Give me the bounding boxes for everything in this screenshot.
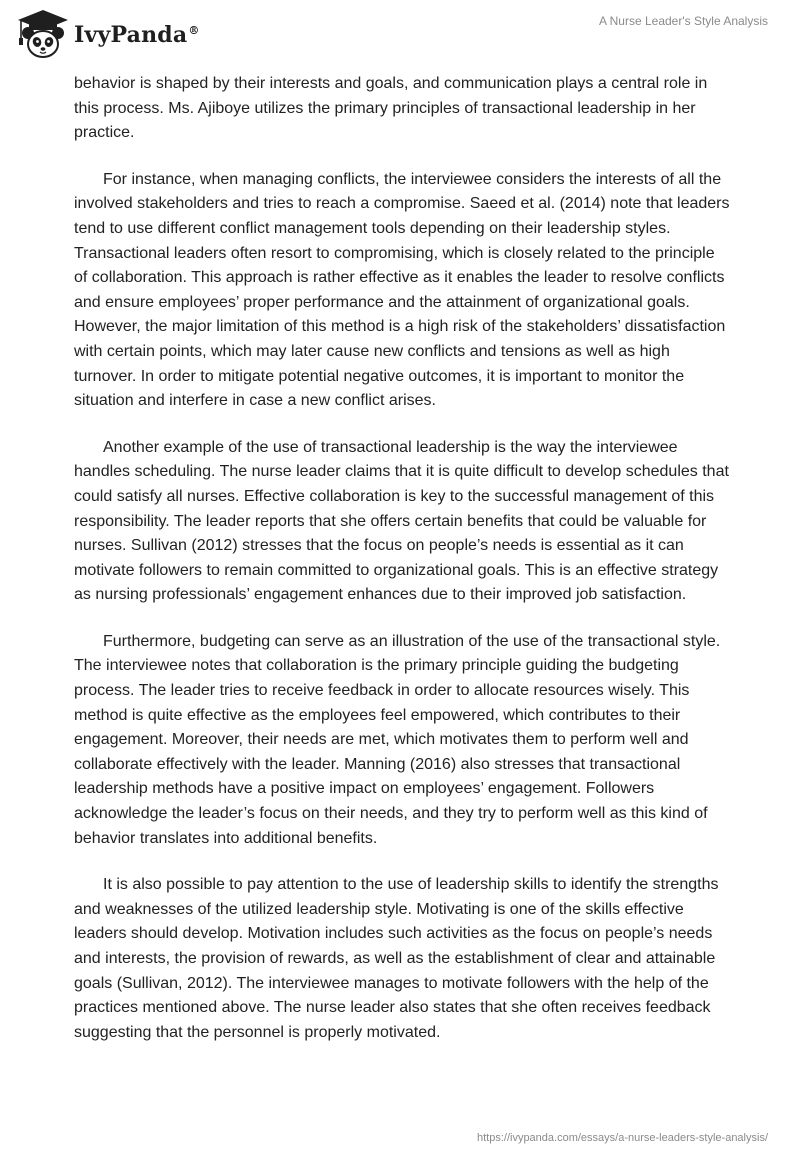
paragraph-3: Another example of the use of transactional leadership is the way the interviewee handles scheduling. The nurse leader claims that it is quite difficult to develop schedules that could satisfy all nurses. Effective collaboration is key to the successful management of this responsibility. The leader reports that she offers certain benefits that could be valuable for nurses. Sullivan (2012) stresses that the focus on people’s needs is essential as it can motivate followers to remain committed to organizational goals. This is an effective strategy as nursing professionals’ engagement enhances due to their improved job satisfaction. (74, 438, 729, 604)
source-url[interactable]: https://ivypanda.com/essays/a-nurse-leaders-style-analysis/ (476, 1132, 768, 1144)
paragraph-5: It is also possible to pay attention to the use of leadership skills to identify the strengths and weaknesses of the utilized leadership style. Motivating is one of the skills effective leaders should develop. Motivation includes such activities as the focus on people’s needs and interests, the provision of rewards, as well as the establishment of clear and attainable goals (Sullivan, 2012). The interviewee manages to motivate followers with the help of the practices mentioned above. The nurse leader also states that she often receives feedback suggesting that the personnel is properly motivated. (74, 876, 719, 1041)
logo-text: IvyPanda® (74, 22, 200, 48)
logo[interactable] (12, 6, 200, 62)
panda-graduate-icon (12, 6, 74, 62)
registered-mark: ® (188, 23, 200, 37)
page-header (0, 0, 800, 70)
essay-body (74, 72, 730, 1067)
paragraph-4: Furthermore, budgeting can serve as an illustration of the use of the transactional style. The interviewee notes that collaboration is the primary principle guiding the budgeting process. The leader tries to receive feedback in order to allocate resources wisely. This method is quite effective as the employees feel empowered, which contributes to their engagement. Moreover, their needs are met, which motivates them to perform well and collaborate effectively with the leader. Manning (2016) also stresses that transactional leadership methods have a positive impact on employees’ engagement. Followers acknowledge the leader’s focus on their needs, and they try to perform well as this kind of behavior translates into additional benefits. (74, 632, 721, 847)
document-title: A Nurse Leader's Style Analysis (598, 14, 768, 28)
paragraph-1: behavior is shaped by their interests and goals, and communication plays a central role in this process. Ms. Ajiboye utilizes the primary principles of transactional leadership in her practice. (74, 75, 708, 142)
paragraph-2: For instance, when managing conflicts, the interviewee considers the interests of all the involved stakeholders and tries to reach a compromise. Saeed et al. (2014) note that leaders tend to use different conflict management tools depending on their leadership styles. Transactional leaders often resort to compromising, which is closely related to the principle of collaboration. This approach is rather effective as it enables the leader to resolve conflicts and ensure employees’ proper performance and the attainment of organizational goals. However, the major limitation of this method is a high risk of the stakeholders’ dissatisfaction with certain points, which may later cause new conflicts and tensions as well as high turnover. In order to mitigate potential negative outcomes, it is important to monitor the situation and interfere in case a new conflict arises. (74, 170, 730, 410)
